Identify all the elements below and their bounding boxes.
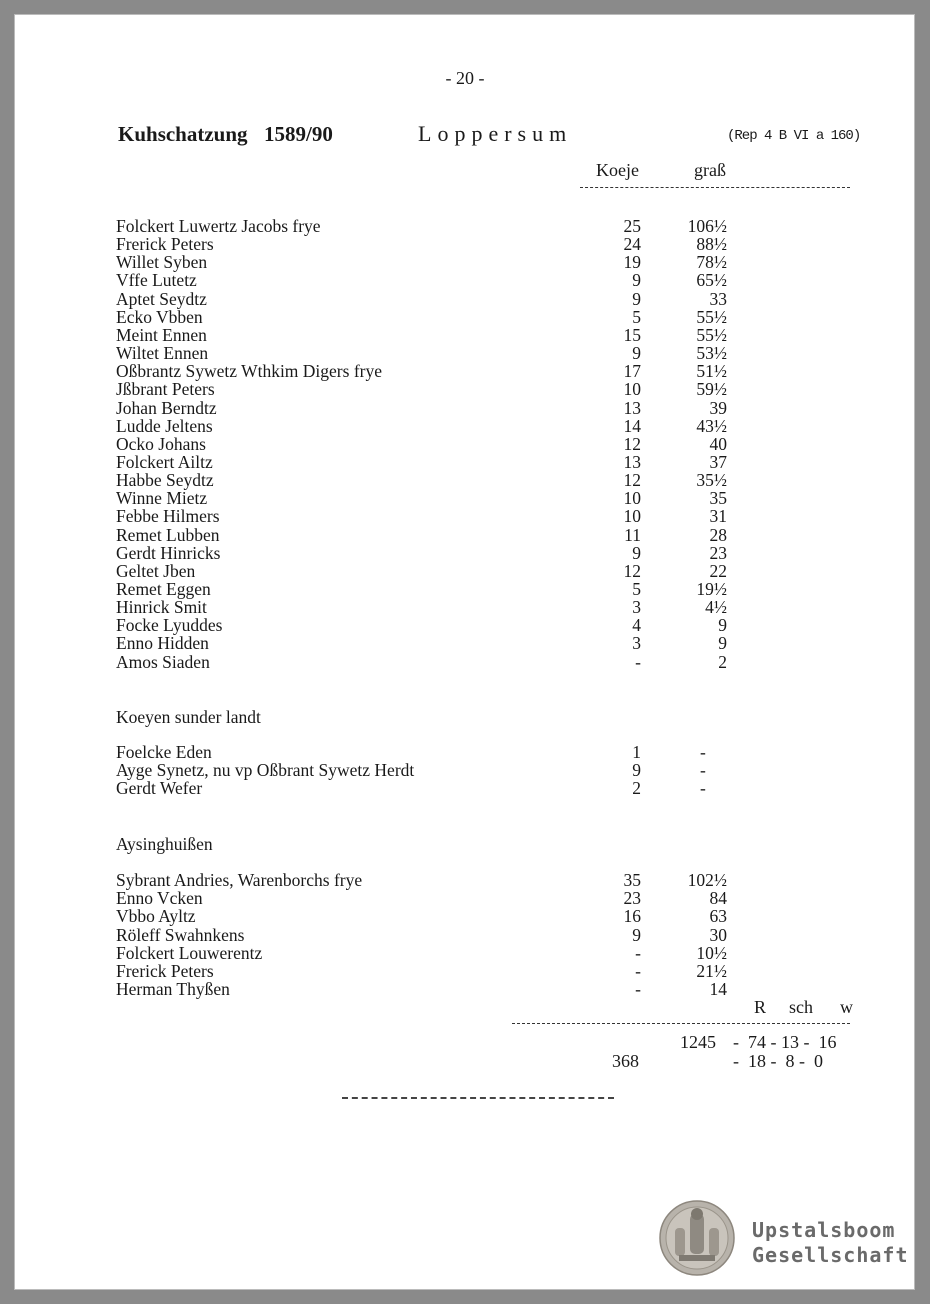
table-row bbox=[0, 290, 930, 308]
entry-koeje: 12 bbox=[623, 470, 641, 491]
entry-name: Remet Eggen bbox=[116, 579, 211, 599]
table-row bbox=[0, 634, 930, 652]
archive-reference: (Rep 4 B VI a 160) bbox=[727, 128, 861, 144]
entry-grass: 53½ bbox=[696, 343, 727, 364]
section-heading-aysinghuissen: Aysinghuißen bbox=[116, 834, 213, 854]
entry-name: Enno Hidden bbox=[116, 633, 209, 654]
entry-koeje: 5 bbox=[632, 579, 641, 599]
entry-grass: 9 bbox=[718, 615, 727, 636]
grass-total: 1245 bbox=[680, 1032, 716, 1052]
table-row bbox=[0, 217, 930, 235]
seal-logo bbox=[659, 1200, 735, 1276]
entry-grass: 63 bbox=[709, 906, 727, 927]
grass-total-money: - 74 - 13 - 16 bbox=[733, 1032, 837, 1052]
entry-koeje: 17 bbox=[623, 361, 641, 382]
currency-r: R bbox=[754, 997, 767, 1017]
entry-koeje: 9 bbox=[632, 542, 641, 563]
table-row bbox=[0, 435, 930, 453]
entry-name: Frerick Peters bbox=[116, 234, 214, 255]
entry-name: Ecko Vbben bbox=[116, 306, 203, 327]
entry-name: Willet Syben bbox=[116, 252, 208, 273]
entry-name: Ayge Synetz, nu vp Oßbrant Sywetz Herdt bbox=[116, 760, 415, 781]
entry-koeje: 3 bbox=[632, 633, 641, 654]
koeje-total-money: - 18 - 8 - 0 bbox=[733, 1051, 823, 1071]
table-row bbox=[0, 507, 930, 525]
entry-grass: - bbox=[700, 778, 706, 799]
entry-grass: 106½ bbox=[687, 216, 727, 236]
entry-name: Focke Lyuddes bbox=[116, 615, 223, 636]
entry-koeje: - bbox=[635, 961, 641, 981]
entry-name: Gerdt Wefer bbox=[116, 778, 203, 799]
entry-name: Winne Mietz bbox=[116, 488, 208, 509]
entry-grass: 55½ bbox=[696, 324, 727, 345]
entry-koeje: 14 bbox=[623, 415, 641, 436]
header-rule bbox=[580, 187, 850, 188]
entry-grass: 39 bbox=[709, 397, 727, 418]
entry-name: Gerdt Hinricks bbox=[116, 542, 221, 563]
koeje-total: 368 bbox=[612, 1051, 639, 1071]
entry-koeje: 15 bbox=[623, 324, 641, 345]
place-name: Loppersum bbox=[418, 121, 573, 146]
table-row bbox=[0, 779, 930, 797]
entry-name: Röleff Swahnkens bbox=[116, 924, 245, 945]
table-row bbox=[0, 871, 930, 889]
table-row bbox=[0, 362, 930, 380]
entry-koeje: 10 bbox=[623, 488, 641, 509]
table-row bbox=[0, 944, 930, 962]
column-header-grass: graß bbox=[694, 160, 726, 180]
entry-koeje: 23 bbox=[623, 888, 641, 909]
entry-name: Johan Berndtz bbox=[116, 397, 217, 418]
entry-koeje: 9 bbox=[632, 270, 641, 291]
currency-w: w bbox=[840, 997, 853, 1017]
entry-koeje: 3 bbox=[632, 597, 641, 618]
document-title: Kuhschatzung bbox=[118, 122, 248, 146]
entry-name: Folckert Luwertz Jacobs frye bbox=[116, 216, 321, 236]
entry-koeje: 12 bbox=[623, 560, 641, 581]
table-row bbox=[0, 962, 930, 980]
table-row bbox=[0, 616, 930, 634]
table-row bbox=[0, 907, 930, 925]
table-row bbox=[0, 253, 930, 271]
entry-koeje: 1 bbox=[632, 742, 641, 762]
entry-grass: 78½ bbox=[696, 252, 727, 273]
entry-grass: 88½ bbox=[696, 234, 727, 255]
entry-name: Frerick Peters bbox=[116, 961, 214, 981]
entry-koeje: 9 bbox=[632, 760, 641, 781]
table-row bbox=[0, 271, 930, 289]
entry-grass: 30 bbox=[709, 924, 727, 945]
entry-name: Oßbrantz Sywetz Wthkim Digers frye bbox=[116, 361, 382, 382]
table-row bbox=[0, 544, 930, 562]
table-row bbox=[0, 471, 930, 489]
currency-sch: sch bbox=[789, 997, 813, 1017]
entry-koeje: 11 bbox=[624, 524, 641, 545]
entry-grass: - bbox=[700, 742, 706, 762]
entry-koeje: 19 bbox=[623, 252, 641, 273]
end-rule bbox=[342, 1097, 614, 1099]
entry-koeje: - bbox=[635, 651, 641, 672]
entry-name: Ludde Jeltens bbox=[116, 415, 213, 436]
entry-koeje: 13 bbox=[623, 397, 641, 418]
entry-grass: 22 bbox=[709, 560, 727, 581]
entry-name: Jßbrant Peters bbox=[116, 379, 215, 400]
entry-grass: 23 bbox=[709, 542, 727, 563]
entry-grass: 31 bbox=[709, 506, 727, 527]
entry-koeje: 5 bbox=[632, 306, 641, 327]
table-row bbox=[0, 489, 930, 507]
entry-grass: - bbox=[700, 760, 706, 781]
table-row bbox=[0, 580, 930, 598]
entry-grass: 2 bbox=[718, 651, 727, 672]
entry-name: Hinrick Smit bbox=[116, 597, 207, 618]
entry-grass: 35 bbox=[709, 488, 727, 509]
entry-koeje: 9 bbox=[632, 288, 641, 309]
entry-koeje: 10 bbox=[623, 506, 641, 527]
entry-grass: 9 bbox=[718, 633, 727, 654]
entry-koeje: 9 bbox=[632, 343, 641, 364]
entry-name: Meint Ennen bbox=[116, 324, 207, 345]
table-row bbox=[0, 598, 930, 616]
entry-name: Habbe Seydtz bbox=[116, 470, 214, 491]
table-row bbox=[0, 308, 930, 326]
entry-grass: 59½ bbox=[696, 379, 727, 400]
table-row bbox=[0, 380, 930, 398]
entry-grass: 102½ bbox=[687, 870, 727, 890]
entry-name: Aptet Seydtz bbox=[116, 288, 207, 309]
totals-rule bbox=[512, 1023, 850, 1024]
entry-name: Folckert Louwerentz bbox=[116, 942, 263, 963]
entry-grass: 43½ bbox=[696, 415, 727, 436]
entry-name: Enno Vcken bbox=[116, 888, 203, 909]
entry-grass: 35½ bbox=[696, 470, 727, 491]
entry-koeje: - bbox=[635, 979, 641, 1000]
entry-koeje: 24 bbox=[623, 234, 641, 255]
entry-koeje: 35 bbox=[623, 870, 641, 890]
entry-grass: 19½ bbox=[696, 579, 727, 599]
entry-koeje: 16 bbox=[623, 906, 641, 927]
entry-name: Ocko Johans bbox=[116, 433, 206, 454]
table-row bbox=[0, 653, 930, 671]
entry-name: Geltet Jben bbox=[116, 560, 196, 581]
entry-name: Remet Lubben bbox=[116, 524, 220, 545]
table-row bbox=[0, 926, 930, 944]
table-row bbox=[0, 761, 930, 779]
entry-name: Foelcke Eden bbox=[116, 742, 212, 762]
table-row bbox=[0, 562, 930, 580]
entry-grass: 37 bbox=[709, 451, 727, 472]
entry-koeje: 10 bbox=[623, 379, 641, 400]
entry-koeje: 12 bbox=[623, 433, 641, 454]
table-row bbox=[0, 889, 930, 907]
page-number: - 20 - bbox=[445, 68, 485, 88]
entry-koeje: 2 bbox=[632, 778, 641, 799]
table-row bbox=[0, 526, 930, 544]
entry-grass: 21½ bbox=[696, 961, 727, 981]
entry-grass: 10½ bbox=[696, 942, 727, 963]
entry-grass: 65½ bbox=[696, 270, 727, 291]
entry-name: Vffe Lutetz bbox=[116, 270, 197, 291]
entry-name: Febbe Hilmers bbox=[116, 506, 220, 527]
entry-name: Amos Siaden bbox=[116, 651, 210, 672]
brand-name-line1: Upstalsboom bbox=[752, 1218, 896, 1242]
brand-name-line2: Gesellschaft bbox=[752, 1243, 909, 1267]
entry-grass: 14 bbox=[709, 979, 727, 1000]
table-row bbox=[0, 326, 930, 344]
entry-grass: 28 bbox=[709, 524, 727, 545]
entry-grass: 51½ bbox=[696, 361, 727, 382]
entry-grass: 4½ bbox=[705, 597, 727, 618]
entry-grass: 55½ bbox=[696, 306, 727, 327]
entry-koeje: 13 bbox=[623, 451, 641, 472]
entry-koeje: - bbox=[635, 942, 641, 963]
table-row bbox=[0, 235, 930, 253]
entry-name: Sybrant Andries, Warenborchs frye bbox=[116, 870, 363, 890]
section-heading-koeyen: Koeyen sunder landt bbox=[116, 707, 261, 727]
entry-name: Folckert Ailtz bbox=[116, 451, 213, 472]
table-row bbox=[0, 417, 930, 435]
entry-grass: 33 bbox=[709, 288, 727, 309]
table-row bbox=[0, 980, 930, 998]
table-row bbox=[0, 743, 930, 761]
table-row bbox=[0, 453, 930, 471]
entry-name: Wiltet Ennen bbox=[116, 343, 209, 364]
entry-koeje: 4 bbox=[632, 615, 641, 636]
column-header-koeje: Koeje bbox=[596, 160, 639, 180]
document-year: 1589/90 bbox=[264, 122, 333, 146]
entry-name: Herman Thyßen bbox=[116, 979, 230, 1000]
entry-name: Vbbo Ayltz bbox=[116, 906, 196, 927]
entry-koeje: 9 bbox=[632, 924, 641, 945]
table-row bbox=[0, 399, 930, 417]
entry-grass: 84 bbox=[709, 888, 727, 909]
entry-grass: 40 bbox=[709, 433, 727, 454]
table-row bbox=[0, 344, 930, 362]
entry-koeje: 25 bbox=[623, 216, 641, 236]
